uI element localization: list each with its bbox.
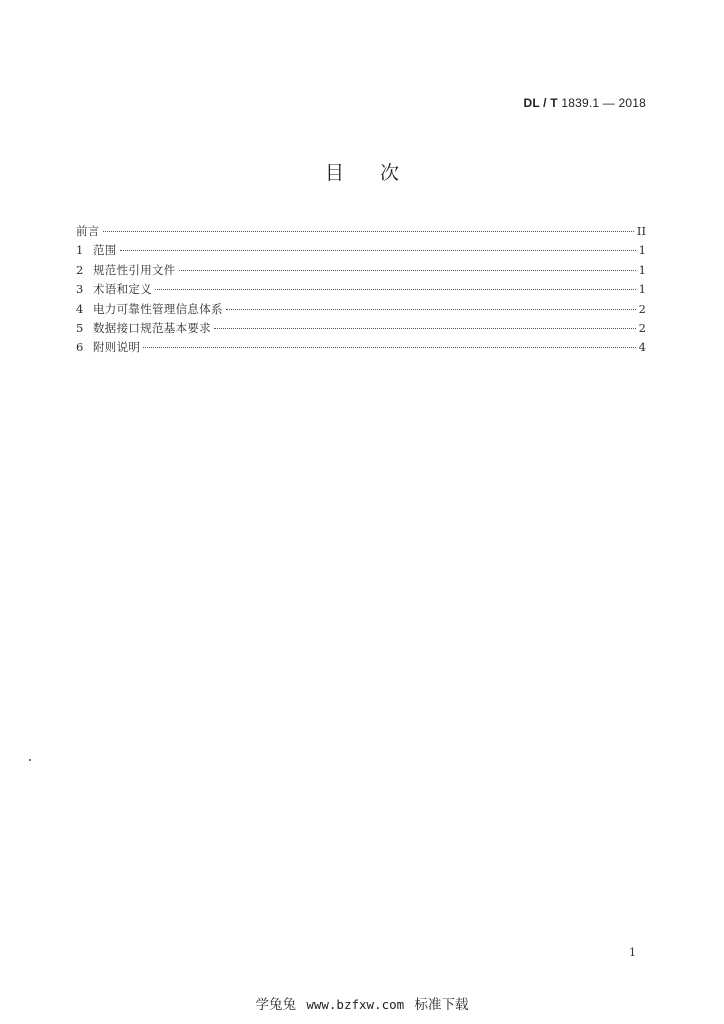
- toc-entry-page: 1: [638, 282, 646, 297]
- toc-entry-label: 前言: [76, 224, 100, 238]
- toc-entry-4[interactable]: [76, 300, 646, 319]
- toc-entry-page: 4: [638, 340, 646, 355]
- toc-entry-page: 1: [638, 262, 646, 277]
- toc-entry-label: 电力可靠性管理信息体系: [93, 301, 223, 316]
- standard-number: 1839.1 — 2018: [561, 96, 646, 110]
- toc-entry-page: 2: [638, 320, 646, 335]
- toc-entry-5[interactable]: [76, 319, 646, 338]
- header-standard-code: [523, 96, 646, 110]
- toc-entry-number: 3: [76, 282, 84, 297]
- dot-leader: [214, 328, 636, 329]
- standard-series: DL / T: [523, 96, 558, 110]
- toc-list: [76, 222, 646, 358]
- page-number: 1: [629, 946, 636, 959]
- dot-leader: [120, 250, 636, 251]
- dot-leader: [226, 309, 636, 310]
- toc-entry-number: 2: [76, 262, 84, 277]
- toc-entry-label: 术语和定义: [93, 282, 152, 297]
- toc-entry-label: 范围: [93, 243, 117, 258]
- toc-entry-number: 5: [76, 320, 84, 335]
- toc-title: 目次: [324, 162, 435, 184]
- footer-watermark: [0, 993, 724, 1013]
- dot-leader: [143, 347, 635, 348]
- toc-entry-page: 1: [638, 243, 646, 258]
- watermark-site-link[interactable]: www.bzfxw.com: [306, 997, 405, 1012]
- scan-speck: [29, 759, 31, 761]
- watermark-name: 学兔兔: [255, 997, 297, 1013]
- watermark-tail: 标准下载: [414, 997, 469, 1013]
- dot-leader: [179, 270, 636, 271]
- toc-entry-1[interactable]: [76, 241, 646, 260]
- toc-entry-preface[interactable]: [76, 222, 646, 241]
- toc-entry-number: 4: [76, 301, 84, 316]
- toc-entry-number: 6: [76, 340, 84, 355]
- toc-entry-label: 数据接口规范基本要求: [93, 320, 211, 335]
- dot-leader: [103, 231, 634, 232]
- toc-entry-6[interactable]: [76, 338, 646, 357]
- toc-entry-label: 规范性引用文件: [93, 262, 176, 277]
- toc-entry-3[interactable]: [76, 280, 646, 299]
- toc-entry-page: II: [636, 224, 646, 238]
- toc-entry-2[interactable]: [76, 261, 646, 280]
- dot-leader: [155, 289, 636, 290]
- toc-entry-label: 附则说明: [93, 340, 141, 355]
- toc-entry-number: 1: [76, 243, 84, 258]
- toc-entry-page: 2: [638, 301, 646, 316]
